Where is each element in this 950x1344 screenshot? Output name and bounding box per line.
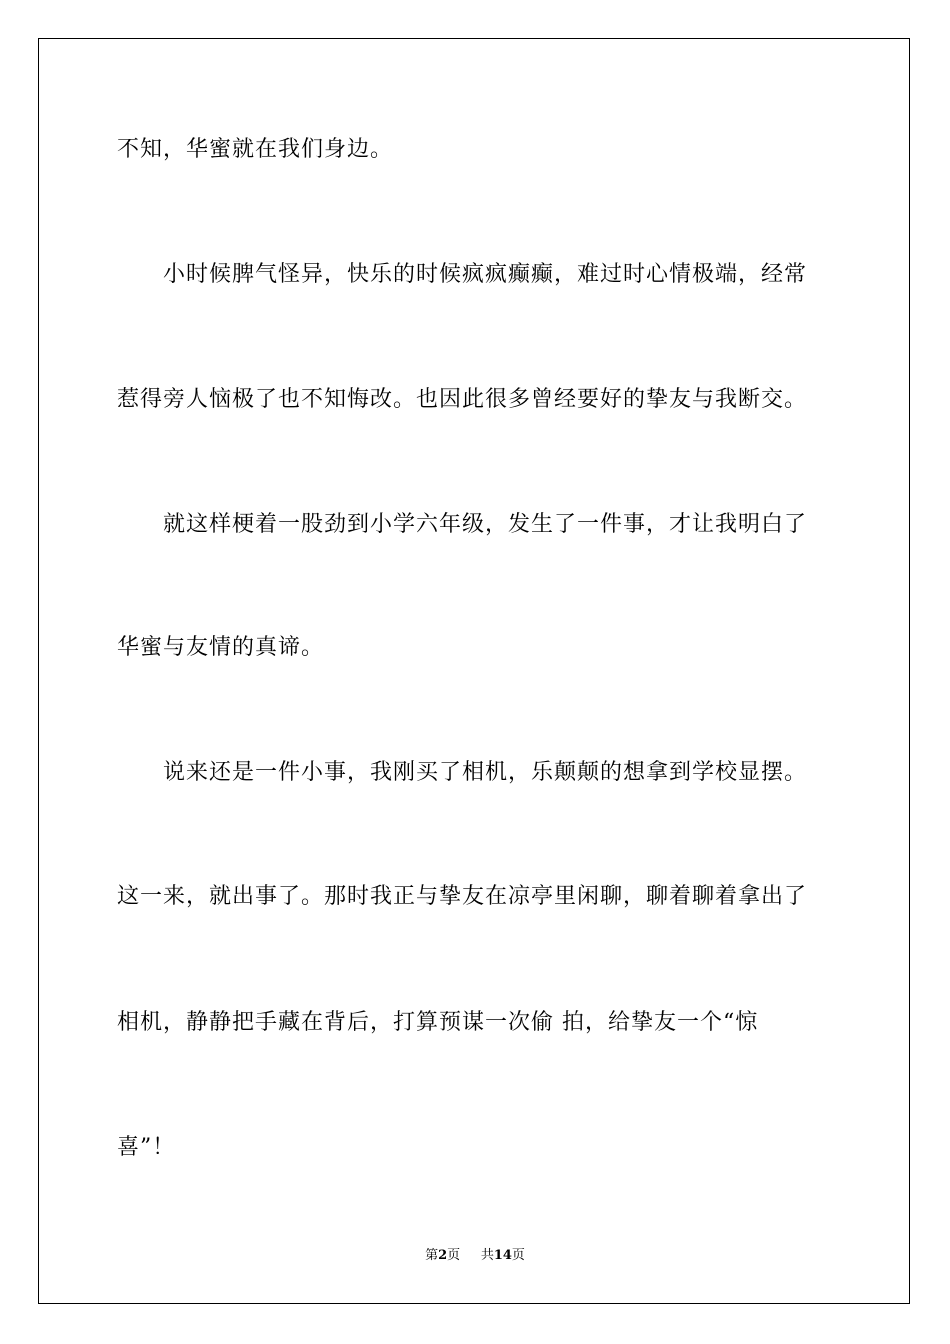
text-line-1: 不知，华蜜就在我们身边。 [117,137,394,162]
page-border [38,38,910,1304]
page-footer [0,1247,950,1265]
page-prefix: 第 [425,1248,439,1263]
paragraph-4-line-1: 说来还是一件小事，我刚买了相机，乐颠颠的想拿到学校显摆。 [163,760,808,785]
paragraph-3-line-2: 华蜜与友情的真谛。 [117,635,325,660]
paragraph-4-line-4: 喜”！ [117,1135,176,1160]
paragraph-4-line-2: 这一来，就出事了。那时我正与挚友在凉亭里闲聊，聊着聊着拿出了 [117,884,808,909]
paragraph-2-line-2: 惹得旁人恼极了也不知悔改。也因此很多曾经要好的挚友与我断交。 [117,387,808,412]
paragraph-3-line-1: 就这样梗着一股劲到小学六年级，发生了一件事，才让我明白了 [163,512,808,537]
total-suffix: 页 [511,1248,525,1263]
total-pages: 14 [493,1248,512,1263]
paragraph-4-line-3: 相机，静静把手藏在背后，打算预谋一次偷 拍，给挚友一个“惊 [117,1010,759,1035]
total-prefix: 共 [480,1248,494,1263]
page-suffix: 页 [447,1248,461,1263]
paragraph-2-line-1: 小时候脾气怪异，快乐的时候疯疯癫癫，难过时心情极端，经常 [163,262,808,287]
page-number: 2 [438,1248,448,1263]
